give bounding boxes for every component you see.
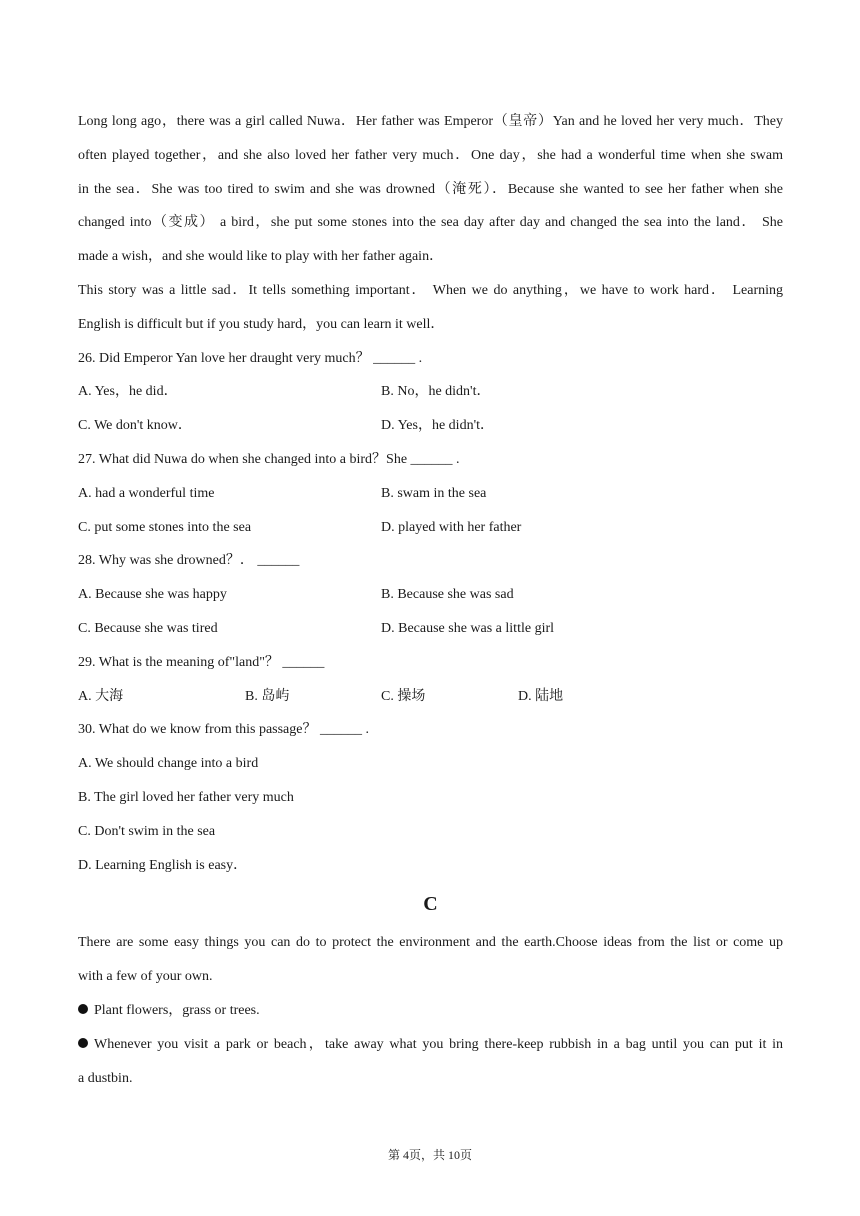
option-d: D. played with her father [381,519,522,535]
passage-line: English is difficult but if you study hard，you can learn it well． [78,316,445,332]
option-row [78,680,783,714]
bullet-text: Plant flowers，grass or trees. [94,1002,260,1018]
passage-line: often played together，and she also loved her father very much．One day，she had a wonderful time when she swam [78,147,783,163]
question-29 [78,646,783,714]
passage-line: Long long ago，there was a girl called Nuwa．Her father was Emperor（皇帝）Yan and he loved her very much．They [78,114,783,129]
option-b: B. swam in the sea [381,485,487,501]
option-b: B. Because she was sad [381,587,514,603]
question-30 [78,713,783,882]
option-c: C. 操场 [381,688,426,704]
question-stem: 29. What is the meaning of"land"？ ______ [78,654,325,670]
bullet-item [78,994,783,1028]
option-row [78,578,783,612]
question-stem: 27. What did Nuwa do when she changed into a bird？She ______ . [78,451,460,467]
section-title: C [423,893,438,916]
bullet-text: Whenever you visit a park or beach，take away what you bring there-keep rubbish in a bag until you can put it in [94,1036,783,1052]
passage-line: changed into（变成） a bird，she put some stones into the sea day after day and changed the sea into the land． She [78,215,783,231]
passage-b [78,105,783,342]
passage-line: made a wish，and she would like to play with her father again． [78,249,444,265]
option-row [78,612,783,646]
option-a: A. 大海 [78,688,124,704]
option-c: C. Don't swim in the sea [78,823,216,839]
option-a: A. Because she was happy [78,587,227,603]
bullet-dot-icon [78,1038,88,1048]
option-d: D. Yes，he didn't． [381,418,494,434]
option-b: B. 岛屿 [245,688,290,704]
option-c: C. We don't know． [78,418,192,434]
option-row [78,511,783,545]
option-row [78,477,783,511]
question-28 [78,544,783,645]
option-d: D. Because she was a little girl [381,620,555,636]
section-c [78,882,783,1095]
question-stem: 28. Why was she drowned？． ______ [78,553,300,569]
option-c: C. Because she was tired [78,620,218,636]
option-row [78,375,783,409]
option-a: A. We should change into a bird [78,756,259,772]
option-c: C. put some stones into the sea [78,519,252,535]
option-d: D. Learning English is easy． [78,857,248,873]
intro-line: with a few of your own. [78,969,213,985]
option-a: A. Yes，he did． [78,384,178,400]
bullet-item [78,1028,783,1062]
question-27 [78,443,783,544]
bullet-dot-icon [78,1004,88,1014]
intro-line: There are some easy things you can do to protect the environment and the earth.Choose ideas from the list or come up [78,935,783,951]
option-d: D. 陆地 [518,688,564,704]
page-footer: 第 4页，共 10页 [387,1148,472,1162]
question-stem: 26. Did Emperor Yan love her draught very much？ ______ . [78,350,423,366]
option-b: B. The girl loved her father very much [78,789,294,805]
question-26 [78,342,783,443]
option-b: B. No，he didn't． [381,384,491,400]
option-row [78,409,783,443]
bullet-continuation: a dustbin. [78,1070,133,1086]
question-stem: 30. What do we know from this passage？ ______ . [78,722,369,738]
passage-line: This story was a little sad．It tells something important． When we do anything，we have to work hard． Learning [78,282,783,298]
passage-line: in the sea．She was too tired to swim and she was drowned（淹死）．Because she wanted to see her father when she [78,181,783,197]
option-a: A. had a wonderful time [78,485,215,501]
document-page [78,105,783,1095]
